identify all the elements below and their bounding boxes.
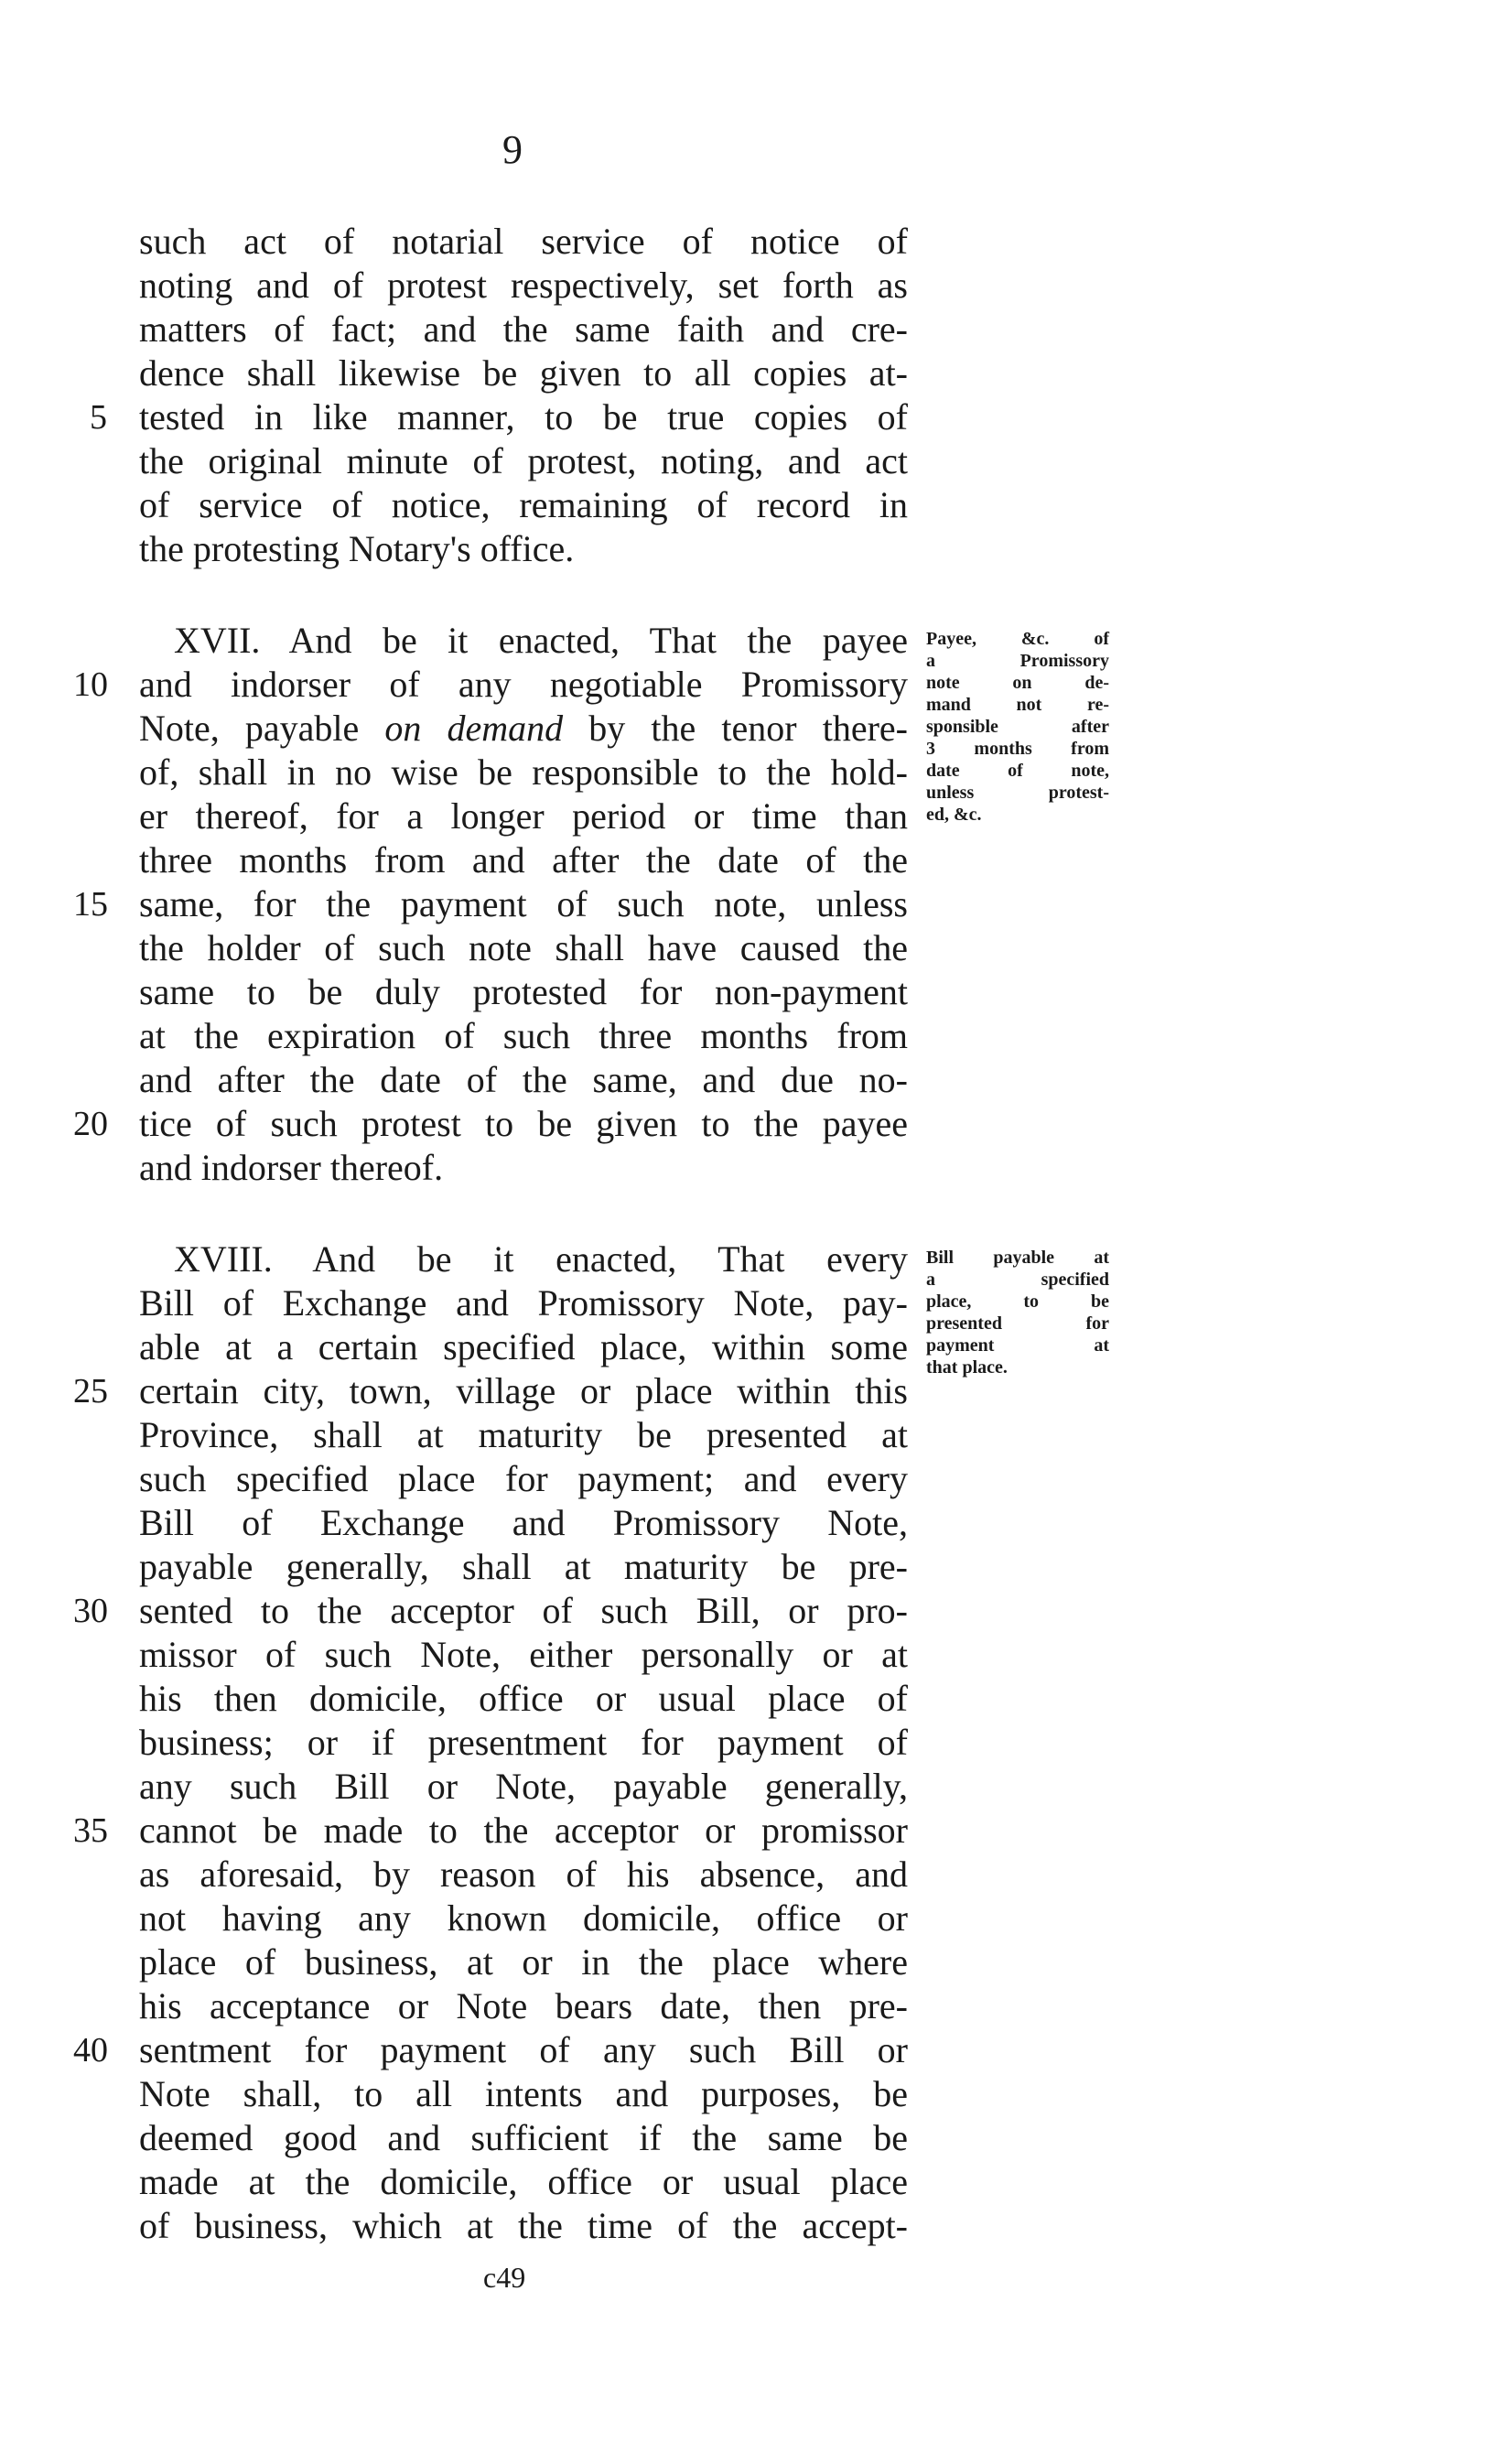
margin-note-line: Bill payable at [926, 1248, 1109, 1268]
margin-note-line: unless protest- [926, 783, 1109, 803]
text-line: three months from and after the date of the [139, 839, 908, 881]
text-line: his acceptance or Note bears date, then pre- [139, 1985, 908, 2026]
text-line: business; or if presentment for payment of [139, 1722, 908, 1763]
text-line: Note shall, to all intents and purposes, be [139, 2073, 908, 2114]
italic-segment: on demand [384, 708, 564, 749]
margin-note-line: mand not re- [926, 695, 1109, 715]
margin-note-line: date of note, [926, 761, 1109, 781]
line-number: 5 [90, 398, 107, 437]
text-line [139, 707, 908, 751]
margin-note-line: a Promissory [926, 651, 1109, 671]
text-line: certain city, town, village or place within this [139, 1370, 908, 1411]
text-line: at the expiration of such three months from [139, 1015, 908, 1056]
line-number: 10 [73, 665, 108, 704]
text-line: and after the date of the same, and due no- [139, 1059, 908, 1100]
text-line: not having any known domicile, office or [139, 1897, 908, 1939]
text-line: same, for the payment of such note, unless [139, 883, 908, 924]
line-number: 20 [73, 1105, 108, 1143]
text-line: deemed good and sufficient if the same be [139, 2117, 908, 2158]
text-line: able at a certain specified place, within some [139, 1326, 908, 1367]
text-line: place of business, at or in the place where [139, 1941, 908, 1983]
text-line: Bill of Exchange and Promissory Note, [139, 1502, 908, 1543]
text-line: of service of notice, remaining of record in [139, 484, 908, 525]
text-line: sentment for payment of any such Bill or [139, 2029, 908, 2070]
text-line: tice of such protest to be given to the payee [139, 1103, 908, 1144]
margin-note-line: that place. [926, 1357, 1008, 1378]
line-number: 15 [73, 885, 108, 924]
text-line: Province, shall at maturity be presented at [139, 1414, 908, 1455]
text-line: payable generally, shall at maturity be pre- [139, 1546, 908, 1587]
signature-mark: c49 [483, 2261, 526, 2294]
margin-note-line: ed, &c. [926, 805, 982, 825]
text-line: er thereof, for a longer period or time than [139, 795, 908, 837]
text-line: tested in like manner, to be true copies of [139, 396, 908, 438]
margin-note-line: a specified [926, 1270, 1109, 1290]
line-number: 35 [73, 1811, 108, 1850]
text-line: any such Bill or Note, payable generally, [139, 1766, 908, 1807]
text-line: and indorser thereof. [139, 1147, 444, 1188]
margin-note-line: presented for [926, 1313, 1109, 1334]
text-line: the original minute of protest, noting, and act [139, 440, 908, 481]
line-number: 25 [73, 1372, 108, 1410]
text-line: cannot be made to the acceptor or promissor [139, 1810, 908, 1851]
text-line: such act of notarial service of notice of [139, 221, 908, 262]
text-line: XVIII. And be it enacted, That every [174, 1238, 908, 1280]
text-line: Bill of Exchange and Promissory Note, pay- [139, 1282, 908, 1324]
text-line: such specified place for payment; and every [139, 1458, 908, 1499]
text-line: same to be duly protested for non-payment [139, 971, 908, 1012]
margin-note-line: note on de- [926, 673, 1109, 693]
text-line: of, shall in no wise be responsible to the hold- [139, 751, 908, 793]
text-segment: Note, payable [139, 708, 385, 749]
text-line: noting and of protest respectively, set forth as [139, 265, 908, 306]
margin-note-line: sponsible after [926, 717, 1109, 737]
text-line: the holder of such note shall have caused the [139, 927, 908, 968]
text-line: his then domicile, office or usual place of [139, 1678, 908, 1719]
text-line: missor of such Note, either personally or at [139, 1634, 908, 1675]
text-line: of business, which at the time of the accept- [139, 2205, 908, 2246]
text-line: and indorser of any negotiable Promissory [139, 664, 908, 705]
text-segment: by the tenor there- [563, 708, 908, 749]
margin-note-line: place, to be [926, 1291, 1109, 1312]
text-line: as aforesaid, by reason of his absence, and [139, 1853, 908, 1895]
margin-note-line: 3 months from [926, 739, 1109, 759]
text-line: dence shall likewise be given to all copies at- [139, 352, 908, 394]
page-number: 9 [502, 127, 523, 172]
line-number: 30 [73, 1592, 108, 1630]
text-line: XVII. And be it enacted, That the payee [174, 620, 908, 661]
margin-note-line: payment at [926, 1335, 1109, 1356]
line-number: 40 [73, 2031, 108, 2070]
margin-note-line: Payee, &c. of [926, 629, 1109, 649]
text-line: sented to the acceptor of such Bill, or pro- [139, 1590, 908, 1631]
text-line: the protesting Notary's office. [139, 528, 575, 569]
text-line: made at the domicile, office or usual place [139, 2161, 908, 2202]
text-line: matters of fact; and the same faith and cre- [139, 308, 908, 350]
